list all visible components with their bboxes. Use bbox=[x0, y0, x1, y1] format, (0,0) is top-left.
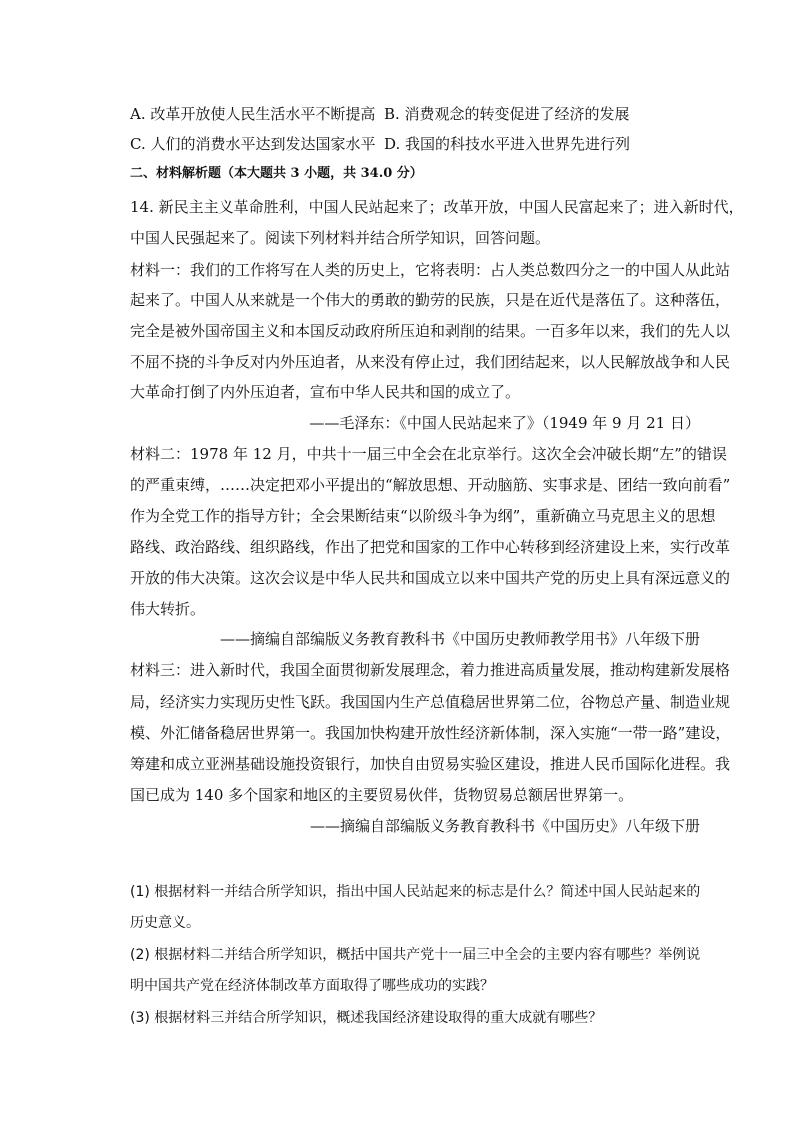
material2-line: 路线、政治路线、组织路线，作出了把党和国家的工作中心转移到经济建设上来，实行改革 bbox=[130, 538, 731, 556]
option-c: C. 人们的消费水平达到发达国家水平 bbox=[130, 135, 376, 153]
material2-line: 材料二：1978 年 12 月，中共十一届三中全会在北京举行。这次全会冲破长期“左”的错误 bbox=[130, 445, 727, 463]
sub-question-line: 历史意义。 bbox=[130, 915, 200, 931]
material1-source: ——毛泽东：《中国人民站起来了》（1949 年 9 月 21 日） bbox=[309, 414, 700, 432]
option-a: A. 改革开放使人民生活水平不断提高 bbox=[130, 105, 376, 123]
question-intro-line: 14. 新民主主义革命胜利，中国人民站起来了；改革开放，中国人民富起来了；进入新时代， bbox=[130, 198, 744, 216]
sub-question-line: (3) 根据材料三并结合所学知识，概述我国经济建设取得的重大成就有哪些？ bbox=[130, 1010, 603, 1026]
material1-line: 不屈不挠的斗争反对内外压迫者，从来没有停止过，我们团结起来，以人民解放战争和人民 bbox=[130, 353, 731, 371]
material3-line: 筹建和成立亚洲基础设施投资银行，加快自由贸易实验区建设，推进人民币国际化进程。我 bbox=[130, 755, 731, 773]
material2-line: 开放的伟大决策。这次会议是中华人民共和国成立以来中国共产党的历史上具有深远意义的 bbox=[130, 569, 731, 587]
sub-question-line: 明中国共产党在经济体制改革方面取得了哪些成功的实践？ bbox=[130, 978, 494, 994]
question-intro-line: 中国人民强起来了。阅读下列材料并结合所学知识，回答问题。 bbox=[130, 229, 551, 247]
material3-line: 国已成为 140 多个国家和地区的主要贸易伙伴，货物贸易总额居世界第一。 bbox=[130, 786, 634, 804]
material2-line: 伟大转折。 bbox=[130, 600, 206, 618]
material3-source: ——摘编自部编版义务教育教科书《中国历史》八年级下册 bbox=[309, 817, 700, 835]
material2-source: ——摘编自部编版义务教育教科书《中国历史教师教学用书》八年级下册 bbox=[219, 630, 700, 648]
material3-line: 材料三：进入新时代，我国全面贯彻新发展理念，着力推进高质量发展，推动构建新发展格 bbox=[130, 661, 731, 679]
material1-line: 大革命打倒了内外压迫者，宣布中华人民共和国的成立了。 bbox=[130, 383, 521, 401]
option-d: D. 我国的科技水平进入世界先进行列 bbox=[384, 135, 631, 153]
sub-question-line: (1) 根据材料一并结合所学知识，指出中国人民站起来的标志是什么？简述中国人民站起来的 bbox=[130, 884, 701, 900]
section-heading: 二、材料解析题（本大题共 3 小题，共 34.0 分） bbox=[130, 166, 423, 181]
option-b: B. 消费观念的转变促进了经济的发展 bbox=[384, 105, 630, 123]
material1-line: 材料一：我们的工作将写在人类的历史上，它将表明：占人类总数四分之一的中国人从此站 bbox=[130, 261, 731, 279]
material3-line: 模、外汇储备稳居世界第一。我国加快构建开放性经济新体制，深入实施“一带一路”建设， bbox=[130, 724, 731, 742]
material2-line: 作为全党工作的指导方针；全会果断结束“以阶级斗争为纲”，重新确立马克思主义的思想 bbox=[130, 507, 716, 525]
material3-line: 局，经济实力实现历史性飞跃。我国国内生产总值稳居世界第二位，谷物总产量、制造业规 bbox=[130, 693, 731, 711]
material1-line: 完全是被外国帝国主义和本国反动政府所压迫和剥削的结果。一百多年以来，我们的先人以 bbox=[130, 322, 731, 340]
material1-line: 起来了。中国人从来就是一个伟大的勇敢的勤劳的民族，只是在近代是落伍了。这种落伍， bbox=[130, 291, 731, 309]
sub-question-line: (2) 根据材料二并结合所学知识，概括中国共产党十一届三中全会的主要内容有哪些？举例说 bbox=[130, 947, 701, 963]
material2-line: 的严重束缚，……决定把邓小平提出的“解放思想、开动脑筋、实事求是、团结一致向前看” bbox=[130, 476, 731, 494]
